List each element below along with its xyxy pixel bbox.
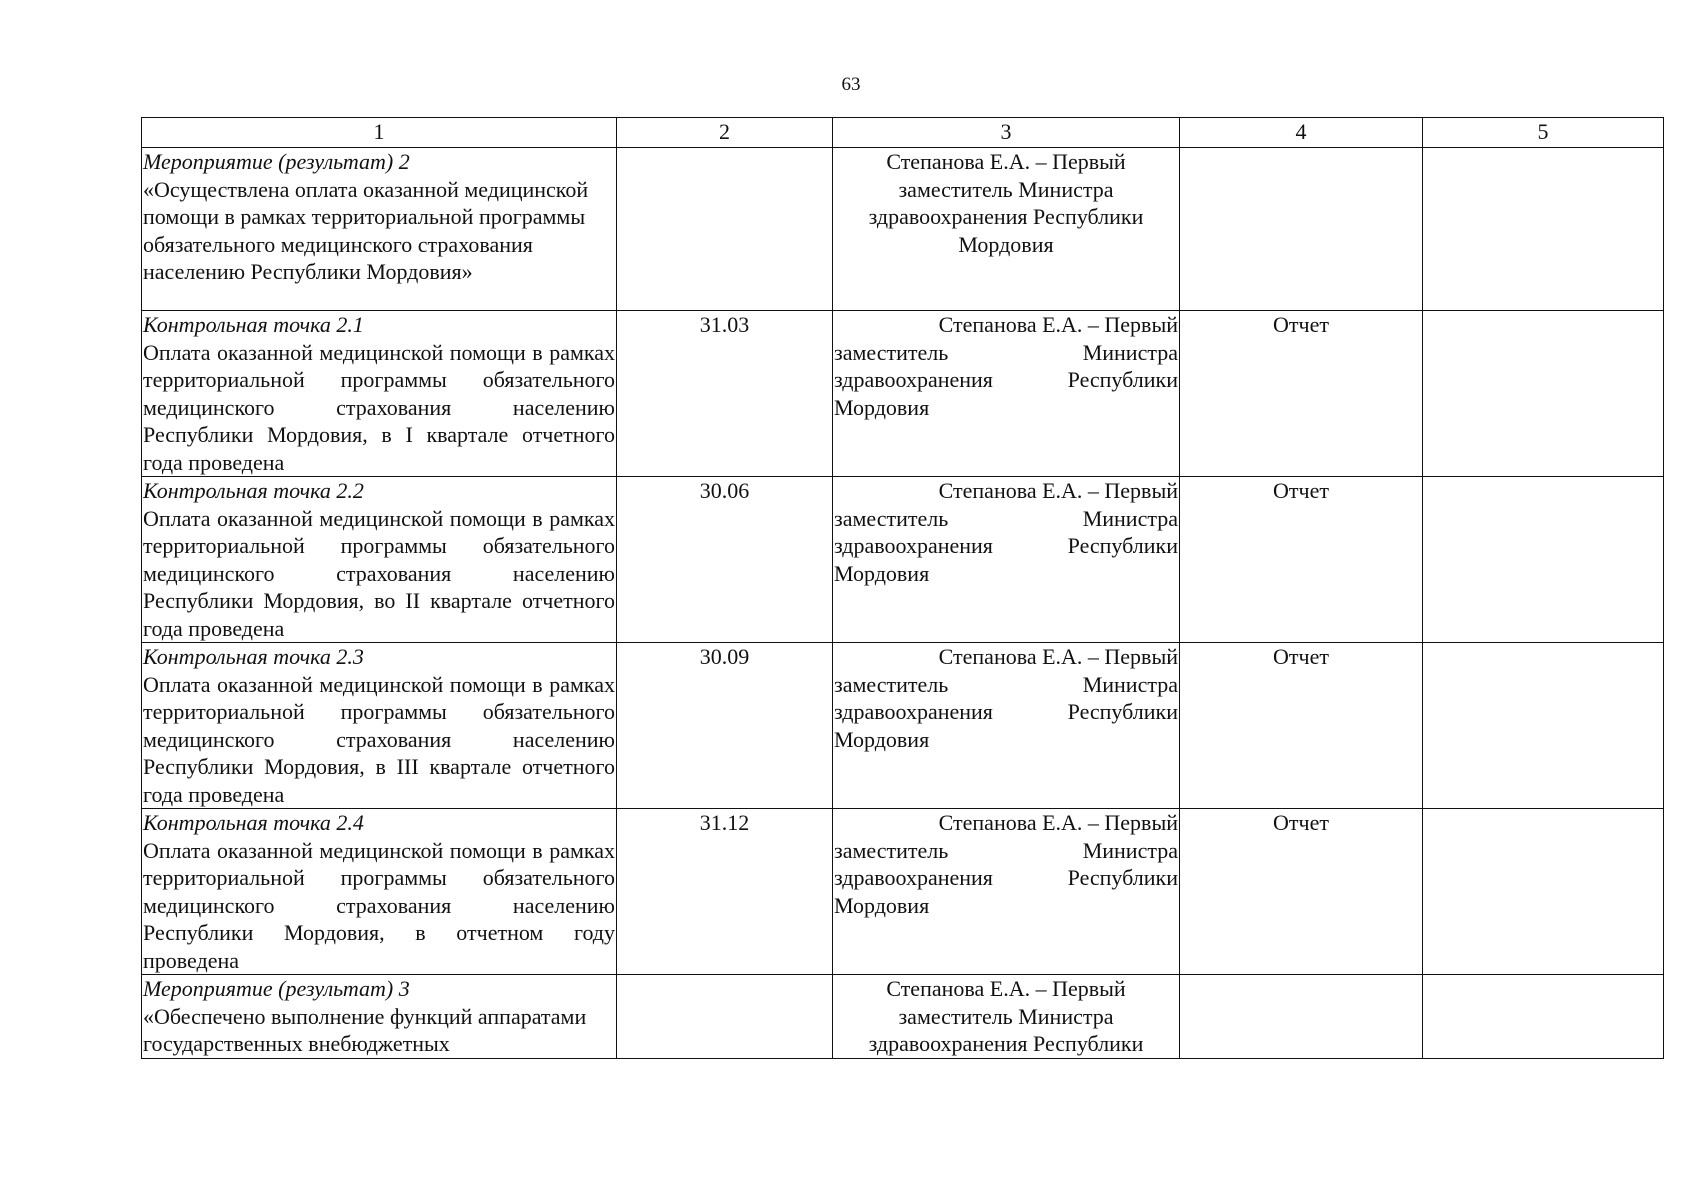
date-cell (617, 148, 833, 311)
responsible-position: заместитель Министра здравоохранения Республики Мордовия (834, 339, 1178, 420)
checkpoint-cell (142, 643, 617, 809)
date-cell: 30.09 (617, 643, 833, 809)
checkpoint-text: Оплата оказанной медицинской помощи в рамках территориальной программы обязательного медицинского страхования населению Республики Мордовия, в I квартале отчетного года проведена (143, 339, 615, 475)
column-header-4: 4 (1180, 118, 1423, 148)
responsible-cell (833, 477, 1180, 643)
responsible-position: заместитель Министра здравоохранения Республики Мордовия (834, 671, 1178, 752)
header-row (142, 118, 1664, 148)
checkpoint-cell (142, 311, 617, 477)
date-cell (617, 975, 833, 1059)
responsible-position: заместитель Министра здравоохранения Республики Мордовия (834, 837, 1178, 918)
result-cell: Отчет (1180, 477, 1423, 643)
checkpoint-cell (142, 477, 617, 643)
checkpoint-title: Контрольная точка 2.2 (143, 478, 364, 503)
table-row (142, 975, 1664, 1059)
checkpoint-text: Оплата оказанной медицинской помощи в рамках территориальной программы обязательного медицинского страхования населению Республики Мордовия, в III квартале отчетного года проведена (143, 671, 615, 807)
result-cell: Отчет (1180, 809, 1423, 975)
table-row (142, 809, 1664, 975)
note-cell (1423, 975, 1664, 1059)
column-header-1: 1 (142, 118, 617, 148)
note-cell (1423, 311, 1664, 477)
plan-table (141, 117, 1664, 1059)
checkpoint-text: Оплата оказанной медицинской помощи в рамках территориальной программы обязательного медицинского страхования населению Республики Мордовия, во II квартале отчетного года проведена (143, 505, 615, 641)
result-cell (1180, 975, 1423, 1059)
responsible-name: Степанова Е.А. – Первый (938, 644, 1178, 669)
table-row (142, 148, 1664, 311)
note-cell (1423, 809, 1664, 975)
checkpoint-cell (142, 809, 617, 975)
date-cell: 30.06 (617, 477, 833, 643)
event-text: «Обеспечено выполнение функций аппаратами государственных внебюджетных (143, 1003, 587, 1056)
result-cell: Отчет (1180, 643, 1423, 809)
column-header-2: 2 (617, 118, 833, 148)
checkpoint-text: Оплата оказанной медицинской помощи в рамках территориальной программы обязательного медицинского страхования населению Республики Мордовия, в отчетном году проведена (143, 837, 615, 973)
result-cell: Отчет (1180, 311, 1423, 477)
note-cell (1423, 643, 1664, 809)
table-row (142, 477, 1664, 643)
page-number: 63 (841, 74, 861, 95)
table-row (142, 643, 1664, 809)
responsible-name: Степанова Е.А. – Первый (938, 810, 1178, 835)
checkpoint-title: Контрольная точка 2.3 (143, 644, 364, 669)
responsible-cell (833, 809, 1180, 975)
responsible-cell (833, 311, 1180, 477)
checkpoint-title: Контрольная точка 2.1 (143, 312, 364, 337)
event-text: «Осуществлена оплата оказанной медицинской помощи в рамках территориальной программы обязательного медицинского страхования населению Республики Мордовия» (143, 176, 589, 284)
event-cell (142, 975, 617, 1059)
column-header-5: 5 (1423, 118, 1664, 148)
responsible-name: Степанова Е.А. – Первый (938, 478, 1178, 503)
note-cell (1423, 148, 1664, 311)
checkpoint-title: Контрольная точка 2.4 (143, 810, 364, 835)
date-cell: 31.03 (617, 311, 833, 477)
table-row (142, 311, 1664, 477)
result-cell (1180, 148, 1423, 311)
date-cell: 31.12 (617, 809, 833, 975)
responsible-cell (833, 643, 1180, 809)
event-title: Мероприятие (результат) 3 (143, 976, 410, 1001)
column-header-3: 3 (833, 118, 1180, 148)
event-title: Мероприятие (результат) 2 (143, 149, 410, 174)
responsible-position: заместитель Министра здравоохранения Республики Мордовия (834, 505, 1178, 586)
responsible-cell: Степанова Е.А. – Первый заместитель Министра здравоохранения Республики (833, 975, 1180, 1059)
responsible-name: Степанова Е.А. – Первый (938, 312, 1178, 337)
responsible-cell: Степанова Е.А. – Первый заместитель Министра здравоохранения Республики Мордовия (833, 148, 1180, 311)
event-cell (142, 148, 617, 311)
note-cell (1423, 477, 1664, 643)
